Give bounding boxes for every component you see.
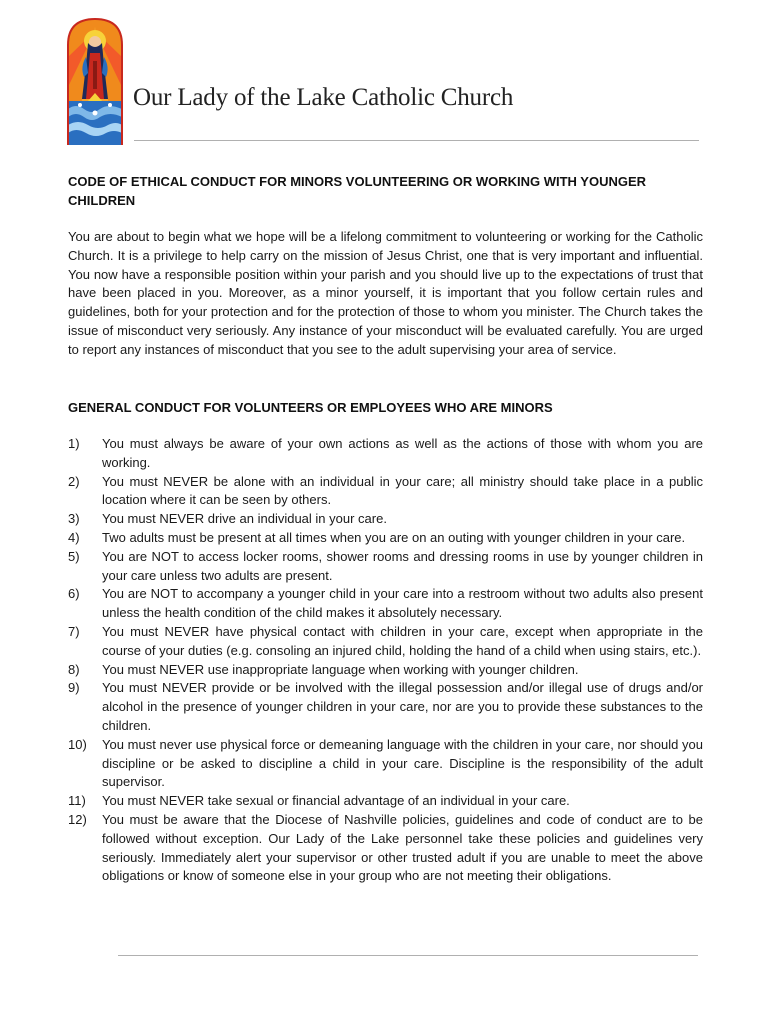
rule-number: 7)	[68, 623, 80, 639]
rule-number: 4)	[68, 529, 80, 545]
rule-text: You must NEVER take sexual or financial advantage of an individual in your care.	[102, 793, 570, 809]
document-title: CODE OF ETHICAL CONDUCT FOR MINORS VOLUNTEERING OR WORKING WITH YOUNGER CHILDREN	[68, 174, 647, 208]
list-item	[68, 679, 703, 735]
rule-number: 5)	[68, 548, 80, 564]
church-name: Our Lady of the Lake Catholic Church	[133, 84, 514, 111]
rule-number: 8)	[68, 661, 80, 677]
rule-number: 3)	[68, 511, 80, 527]
list-item	[68, 435, 703, 473]
list-item	[68, 529, 703, 548]
rule-number: 2)	[68, 473, 80, 489]
rule-text: You must NEVER provide or be involved with the illegal possession and/or illegal use of drugs and/or alcohol in the presence of younger children in your care, nor are you to provide these substances to the children.	[102, 680, 703, 733]
rule-number: 1)	[68, 436, 80, 451]
conduct-rules-list	[68, 435, 703, 886]
rule-text: You must NEVER drive an individual in your care.	[102, 511, 387, 527]
rule-text: You must always be aware of your own actions as well as the actions of those with whom you are working.	[102, 436, 703, 470]
list-item	[68, 623, 703, 661]
our-lady-stained-glass-icon	[66, 17, 124, 145]
list-item	[68, 548, 703, 586]
rule-text: You are NOT to accompany a younger child in your care into a restroom without two adults also present unless the health condition of the child makes it absolutely necessary.	[102, 586, 703, 621]
rule-text: You are NOT to access locker rooms, shower rooms and dressing rooms in use by younger children in your care unless two adults are present.	[102, 548, 703, 583]
header-divider	[134, 140, 699, 141]
rule-text: You must be aware that the Diocese of Nashville policies, guidelines and code of conduct are to be followed without exception. Our Lady of the Lake personnel take these policies and guidelines very seriously. Immediately alert your supervisor or other trusted adult if you are unable to meet the above obligations or know of someone else in your group who are not meeting their obligations.	[102, 811, 703, 884]
rule-number: 11)	[68, 793, 86, 809]
list-item	[68, 473, 703, 511]
rule-text: You must never use physical force or demeaning language with the children in your care, nor should you discipline or be asked to discipline a child in your care. Discipline is the responsibility of the adult supervisor.	[102, 736, 703, 790]
list-item	[68, 792, 703, 811]
rule-number: 10)	[68, 736, 87, 752]
rule-number: 9)	[68, 680, 80, 696]
list-item	[68, 661, 703, 680]
rule-number: 6)	[68, 586, 80, 602]
rule-number: 12)	[68, 811, 87, 827]
footer-divider	[118, 955, 698, 956]
list-item	[68, 811, 703, 886]
list-item	[68, 510, 703, 529]
rule-text: You must NEVER use inappropriate language when working with younger children.	[102, 661, 579, 677]
rule-text: Two adults must be present at all times when you are on an outing with younger children in your care.	[102, 529, 686, 545]
list-item	[68, 585, 703, 623]
intro-paragraph: You are about to begin what we hope will be a lifelong commitment to volunteering or working for the Catholic Church. It is a privilege to help carry on the mission of Jesus Christ, one that is very important and influential. You now have a responsible position within your parish and you should live up to the expectations of trust that have been placed in you. Moreover, as a minor yourself, it is important that you follow certain rules and guidelines, both for your protection and for the protection of those to whom you minister. The Church takes the issue of misconduct very seriously. Any instance of your misconduct will be evaluated carefully. You are urged to report any instances of misconduct that you see to the adult supervising your area of service.	[68, 229, 703, 357]
section-title: GENERAL CONDUCT FOR VOLUNTEERS OR EMPLOYEES WHO ARE MINORS	[68, 400, 553, 415]
list-item	[68, 736, 703, 792]
rule-text: You must NEVER be alone with an individual in your care; all ministry should take place in a public location where it can be seen by others.	[102, 473, 703, 508]
rule-text: You must NEVER have physical contact with children in your care, except when appropriate in the course of your duties (e.g. consoling an injured child, holding the hand of a child when using stairs, etc.).	[102, 623, 703, 658]
